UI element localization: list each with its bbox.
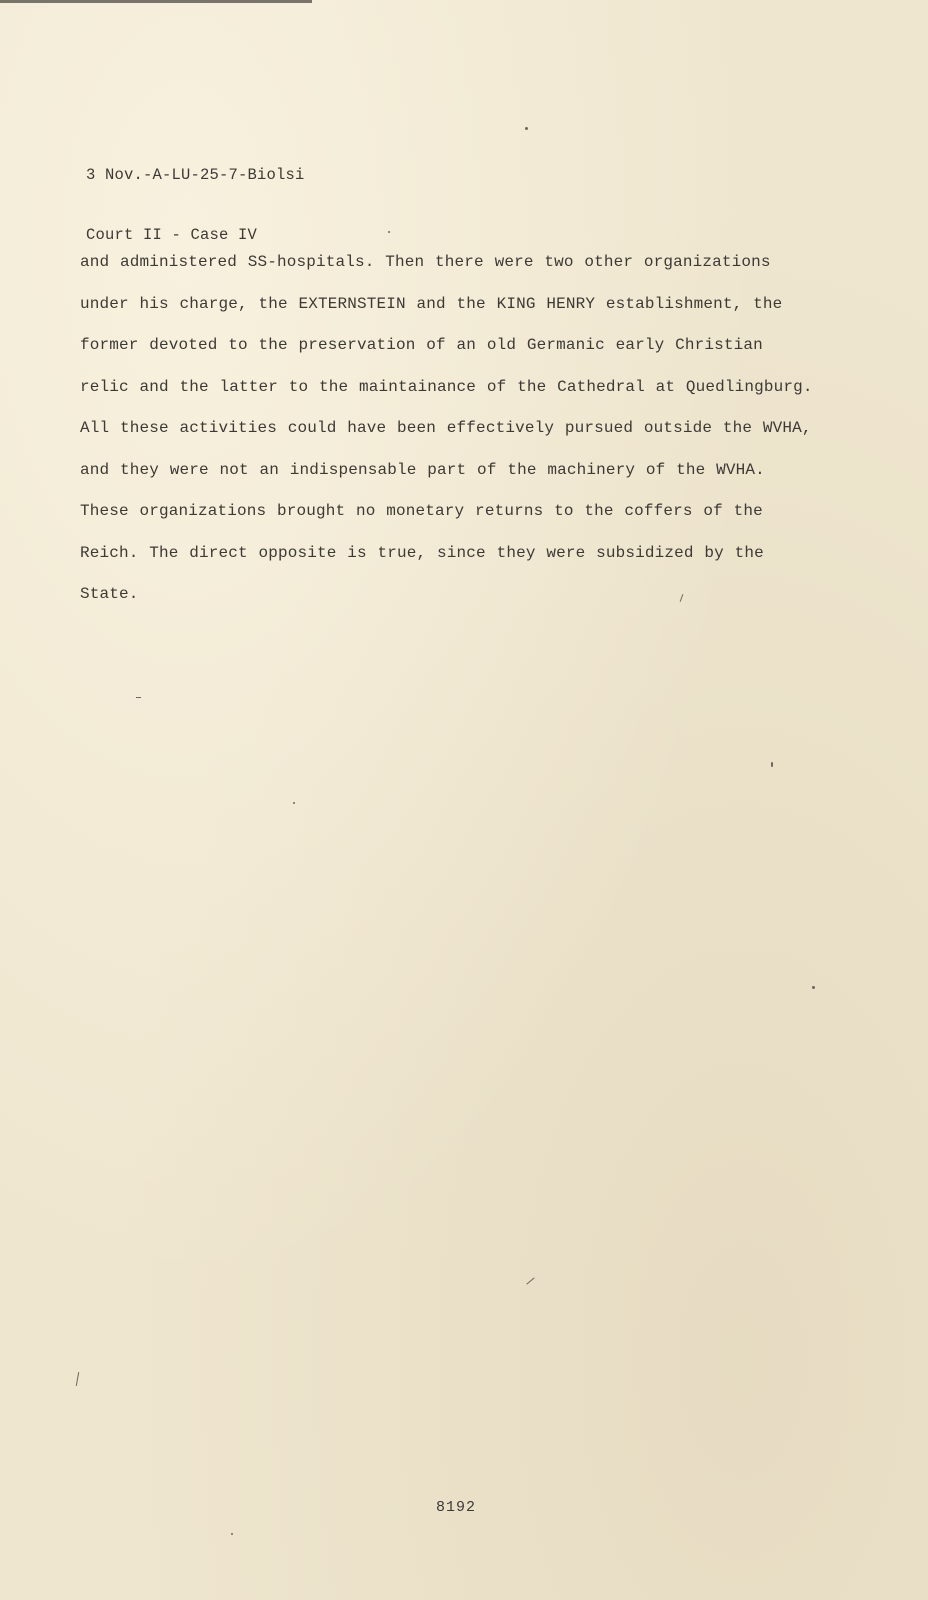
body-line: Reich. The direct opposite is true, since they were subsidized by the xyxy=(80,543,764,562)
body-line: relic and the latter to the maintainance of the Cathedral at Quedlingburg. xyxy=(80,377,813,396)
paper-speck xyxy=(76,1372,79,1386)
paper-speck xyxy=(293,802,295,804)
body-line: All these activities could have been effectively pursued outside the WVHA, xyxy=(80,419,812,437)
body-line: and they were not an indispensable part of the machinery of the WVHA. xyxy=(80,460,765,479)
body-line: and administered SS-hospitals. Then there were two other organizations xyxy=(80,253,771,271)
body-line: These organizations brought no monetary returns to the coffers of the xyxy=(80,502,763,520)
page-number: 8192 xyxy=(436,1499,477,1516)
body-line: under his charge, the EXTERNSTEIN and the KING HENRY establishment, the xyxy=(80,294,783,313)
body-line: former devoted to the preservation of an old Germanic early Christian xyxy=(80,336,763,354)
paper-speck xyxy=(388,231,390,233)
paper-speck xyxy=(812,986,815,989)
body-line: State. xyxy=(80,585,139,603)
court-case-label: Court II - Case IV xyxy=(86,226,258,244)
page-top-edge xyxy=(0,0,312,3)
paper-speck xyxy=(526,1277,534,1284)
paper-speck xyxy=(525,127,528,130)
paper-speck xyxy=(231,1533,233,1535)
body-paragraph xyxy=(80,242,860,616)
paper-speck xyxy=(771,762,773,767)
case-reference: 3 Nov.-A-LU-25-7-Biolsi xyxy=(86,166,305,184)
paper-speck xyxy=(136,697,141,698)
